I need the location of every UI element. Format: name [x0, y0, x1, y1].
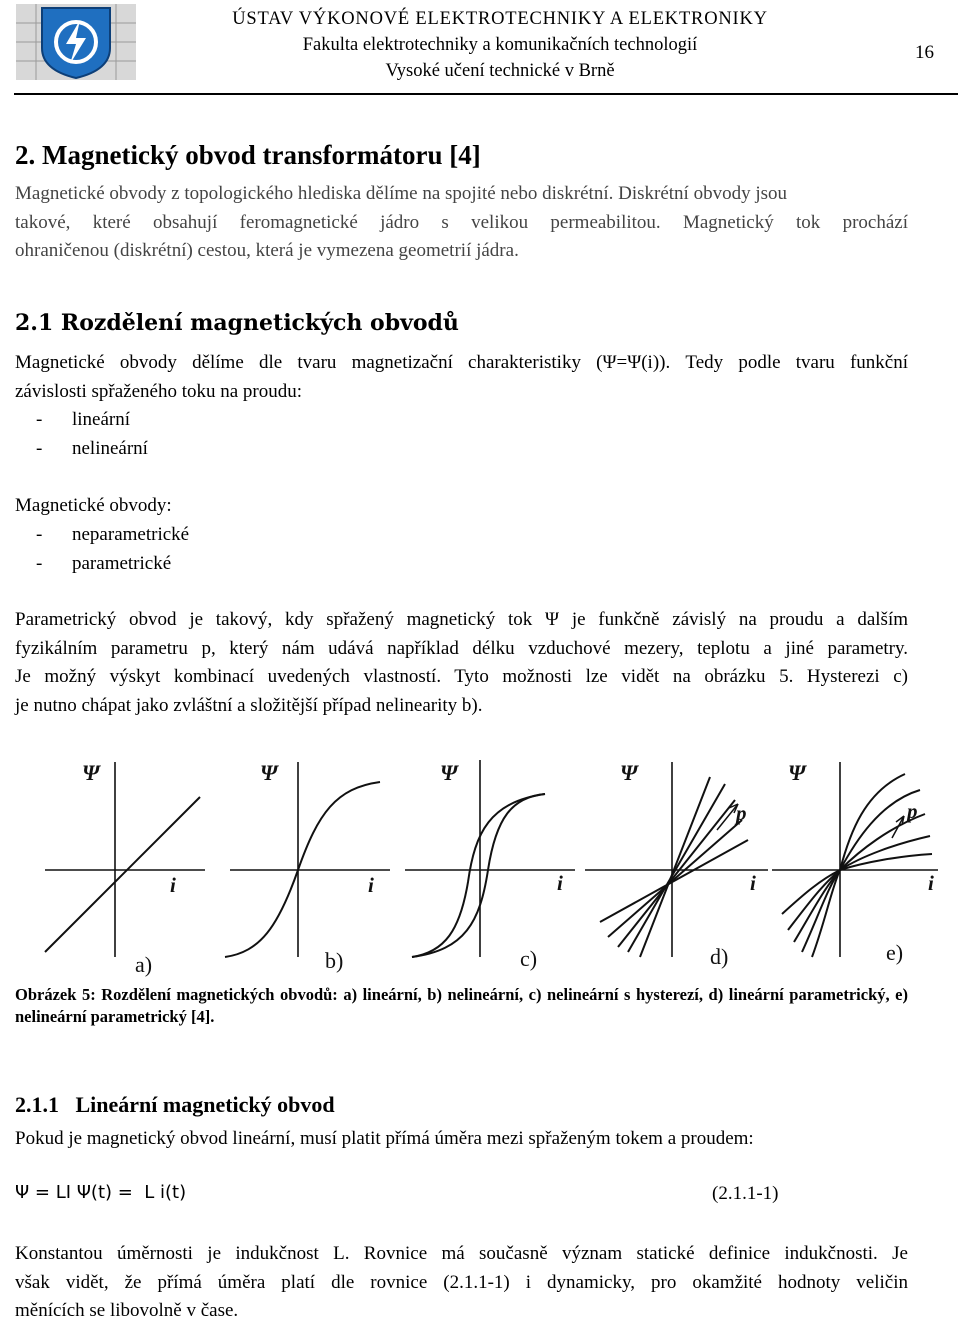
list-item: - neparametrické [36, 524, 190, 545]
inductance-paragraph [15, 1240, 908, 1326]
svg-text:e): e) [886, 940, 904, 965]
text-line: Parametrický obvod je takový, kdy spřažený magnetický tok Ψ je funkčně závislý na proudu a dalším [15, 609, 908, 630]
university-name: Vysoké učení technické v Brně [385, 61, 615, 81]
panel-a-linear [45, 760, 205, 977]
text-line: však vidět, že přímá úměra platí dle rovnice (2.1.1-1) i dynamicky, pro okamžité hodnoty veličin [15, 1271, 908, 1293]
panel-b-nonlinear [225, 760, 390, 973]
list-linearity [15, 406, 148, 463]
subsubsection-title: 2.1.1 Lineární magnetický obvod [15, 1092, 335, 1117]
text-line: závislosti spřaženého toku na proudu: [15, 380, 303, 402]
panel-c-hysteresis [405, 760, 575, 971]
equation: Ψ = LI Ψ(t) = L i(t) [15, 1182, 187, 1203]
svg-text:a): a) [135, 952, 153, 977]
faculty-logo [16, 4, 136, 80]
figure-magnetization-curves [20, 752, 938, 982]
svg-text:i: i [368, 873, 374, 897]
svg-text:p: p [736, 801, 747, 825]
faculty-name: Fakulta elektrotechniky a komunikačních technologií [302, 35, 698, 55]
svg-text:Ψ: Ψ [788, 760, 806, 785]
equation-number: (2.1.1-1) [712, 1183, 779, 1204]
panel-d-linear-parametric [585, 760, 768, 969]
header-rule [14, 93, 958, 95]
page-header [0, 0, 960, 95]
svg-text:i: i [750, 871, 756, 895]
text-line: takové, které obsahují feromagnetické jádro s velikou permeabilitou. Magnetický tok prochází [15, 211, 908, 233]
subsection-title: 2.1 Rozdělení magnetických obvodů [15, 310, 459, 336]
svg-text:b): b) [325, 948, 344, 973]
list-parametricity [15, 521, 189, 578]
text-line: Je možný výskyt kombinací uvedených vlastností. Tyto možnosti lze vidět na obrázku 5. Hysterezi c) [15, 666, 908, 688]
list-item: - nelineární [36, 437, 148, 459]
text-line: Magnetické obvody dělíme dle tvaru magnetizační charakteristiky (Ψ=Ψ(i)). Tedy podle tvaru funkční [15, 352, 908, 373]
text-line: měnících se libovolně v čase. [15, 1300, 239, 1322]
svg-text:Ψ: Ψ [620, 760, 638, 785]
text-line: ohraničenou (diskrétní) cestou, která je vymezena geometrií jádra. [15, 240, 519, 262]
svg-text:i: i [170, 873, 176, 897]
parametric-paragraph [15, 606, 908, 720]
header-text [140, 6, 860, 84]
text-line: Magnetické obvody z topologického hlediska dělíme na spojité nebo diskrétní. Diskrétní obvody jsou [15, 183, 787, 204]
figure-caption: Obrázek 5: Rozdělení magnetických obvodů: a) lineární, b) nelineární, c) nelineární s hysterezí, d) lineární parametrický, e) nelineární parametrický [4]. [15, 985, 908, 1026]
svg-text:Ψ: Ψ [260, 760, 278, 785]
text-line: je nutno chápat jako zvláštní a složitější případ nelinearity b). [15, 694, 483, 716]
svg-text:i: i [928, 871, 934, 895]
page-number: 16 [915, 42, 934, 63]
list-item: - parametrické [36, 552, 172, 574]
svg-text:p: p [907, 799, 918, 823]
panel-e-nonlinear-parametric [772, 760, 938, 965]
svg-text:c): c) [520, 946, 538, 971]
subsection-intro [15, 349, 908, 406]
list-intro: Magnetické obvody: [15, 495, 172, 516]
svg-text:Ψ: Ψ [82, 760, 100, 785]
institute-name: ÚSTAV VÝKONOVÉ ELEKTROTECHNIKY A ELEKTRONIKY [232, 9, 768, 29]
svg-text:d): d) [710, 944, 729, 969]
section-title: 2. Magnetický obvod transformátoru [4] [15, 140, 481, 170]
text-line: Konstantou úměrnosti je indukčnost L. Rovnice má současně význam statické definice indukčnosti. Je [15, 1243, 908, 1264]
text-line: fyzikálním parametru p, který nám udává například délku vzduchové mezery, teplotu a jiné parametry. [15, 637, 908, 659]
section-intro [15, 180, 908, 266]
linear-intro: Pokud je magnetický obvod lineární, musí platit přímá úměra mezi spřaženým tokem a proudem: [15, 1128, 754, 1149]
svg-text:i: i [557, 871, 563, 895]
list-item: - lineární [36, 409, 131, 430]
svg-text:Ψ: Ψ [440, 760, 458, 785]
